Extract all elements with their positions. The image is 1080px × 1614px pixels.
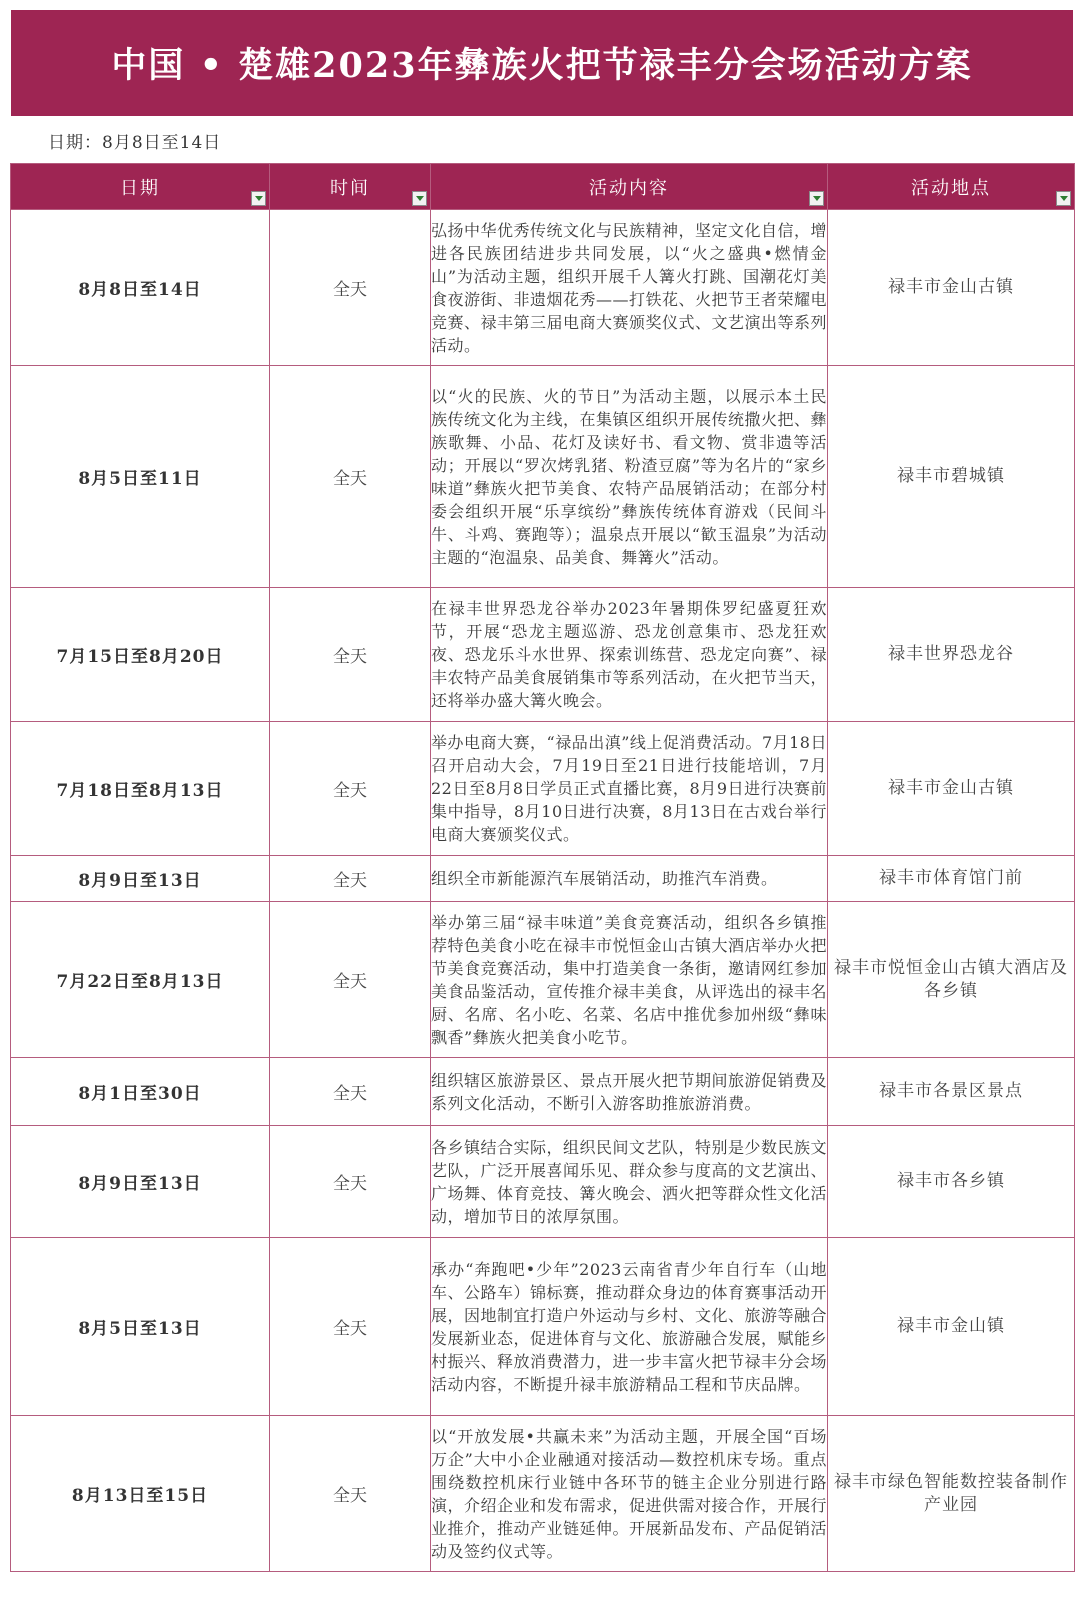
cell-content: 以“火的民族、火的节日”为活动主题，以展示本土民族传统文化为主线，在集镇区组织开展传统撒火把、彝族歌舞、小品、花灯及读好书、看文物、赏非遗等活动；开展以“罗次烤乳猪、粉渣豆腐”等为名片的“家乡味道”彝族火把节美食、农特产品展销活动；在部分村委会组织开展“乐享缤纷”彝族传统体育游戏（民间斗牛、斗鸡、赛跑等）；温泉点开展以“歓玉温泉”为活动主题的“泡温泉、品美食、舞篝火”活动。 (431, 366, 828, 588)
cell-time: 全天 (270, 366, 431, 588)
cell-time: 全天 (270, 210, 431, 366)
column-header-label: 日期 (120, 177, 160, 199)
cell-date: 7月22日至8月13日 (11, 902, 270, 1058)
cell-place: 禄丰市碧城镇 (828, 366, 1075, 588)
filter-dropdown-icon[interactable] (809, 191, 824, 206)
cell-content: 组织辖区旅游景区、景点开展火把节期间旅游促销费及系列文化活动，不断引入游客助推旅游消费。 (431, 1058, 828, 1126)
cell-content: 以“开放发展•共赢未来”为活动主题，开展全国“百场万企”大中小企业融通对接活动—数控机床专场。重点围绕数控机床行业链中各环节的链主企业分别进行路演，介绍企业和发布需求，促进供需对接合作，开展行业推介，推动产业链延伸。开展新品发布、产品促销活动及签约仪式等。 (431, 1416, 828, 1572)
column-header-label: 活动内容 (589, 177, 669, 199)
table-row (11, 1126, 1075, 1238)
cell-content: 承办“奔跑吧•少年”2023云南省青少年自行车（山地车、公路车）锦标赛，推动群众身边的体育赛事活动开展，因地制宜打造户外运动与乡村、文化、旅游等融合发展新业态，促进体育与文化、旅游融合发展，赋能乡村振兴、释放消费潜力，进一步丰富火把节禄丰分会场活动内容，不断提升禄丰旅游精品工程和节庆品牌。 (431, 1238, 828, 1416)
cell-content: 弘扬中华优秀传统文化与民族精神，坚定文化自信，增进各民族团结进步共同发展，以“火之盛典•燃情金山”为活动主题，组织开展千人篝火打跳、国潮花灯美食夜游街、非遗烟花秀——打铁花、火把节王者荣耀电竞赛、禄丰第三届电商大赛颁奖仪式、文艺演出等系列活动。 (431, 210, 828, 366)
cell-date: 8月5日至11日 (11, 366, 270, 588)
cell-place: 禄丰市悦恒金山古镇大酒店及各乡镇 (828, 902, 1075, 1058)
table-row (11, 902, 1075, 1058)
cell-time: 全天 (270, 722, 431, 856)
cell-date: 8月8日至14日 (11, 210, 270, 366)
column-header-date (11, 164, 270, 210)
filter-dropdown-icon[interactable] (251, 191, 266, 206)
cell-place: 禄丰市体育馆门前 (828, 856, 1075, 902)
cell-date: 8月9日至13日 (11, 1126, 270, 1238)
column-header-place (828, 164, 1075, 210)
cell-time: 全天 (270, 1058, 431, 1126)
date-range: 日期：8月8日至14日 (48, 133, 222, 153)
cell-place: 禄丰市各景区景点 (828, 1058, 1075, 1126)
cell-time: 全天 (270, 902, 431, 1058)
table-row (11, 588, 1075, 722)
cell-place: 禄丰市金山古镇 (828, 210, 1075, 366)
table-row (11, 1238, 1075, 1416)
column-header-label: 活动地点 (911, 177, 991, 199)
activity-table (10, 163, 1075, 1572)
table-row (11, 856, 1075, 902)
cell-place: 禄丰世界恐龙谷 (828, 588, 1075, 722)
cell-time: 全天 (270, 1238, 431, 1416)
cell-date: 8月5日至13日 (11, 1238, 270, 1416)
cell-time: 全天 (270, 588, 431, 722)
table-row (11, 366, 1075, 588)
title-banner (11, 10, 1073, 116)
cell-content: 在禄丰世界恐龙谷举办2023年暑期侏罗纪盛夏狂欢节，开展“恐龙主题巡游、恐龙创意集市、恐龙狂欢夜、恐龙乐斗水世界、探索训练营、恐龙定向赛”、禄丰农特产品美食展销集市等系列活动，在火把节当天，还将举办盛大篝火晚会。 (431, 588, 828, 722)
column-header-content (431, 164, 828, 210)
cell-date: 8月13日至15日 (11, 1416, 270, 1572)
table-row (11, 1416, 1075, 1572)
cell-content: 举办电商大赛，“禄品出滇”线上促消费活动。7月18日召开启动大会，7月19日至21日进行技能培训，7月22日至8月8日学员正式直播比赛，8月9日进行决赛前集中指导，8月10日进行决赛，8月13日在古戏台举行电商大赛颁奖仪式。 (431, 722, 828, 856)
filter-dropdown-icon[interactable] (1056, 191, 1071, 206)
cell-place: 禄丰市金山镇 (828, 1238, 1075, 1416)
column-header-label: 时间 (330, 177, 370, 199)
cell-place: 禄丰市金山古镇 (828, 722, 1075, 856)
cell-place: 禄丰市绿色智能数控装备制作产业园 (828, 1416, 1075, 1572)
filter-dropdown-icon[interactable] (412, 191, 427, 206)
cell-time: 全天 (270, 856, 431, 902)
cell-content: 举办第三届“禄丰味道”美食竞赛活动，组织各乡镇推荐特色美食小吃在禄丰市悦恒金山古镇大酒店举办火把节美食竞赛活动，集中打造美食一条街，邀请网红参加美食品鉴活动，宣传推介禄丰美食，从评选出的禄丰名厨、名席、名小吃、名菜、名店中推优参加州级“彝味飘香”彝族火把美食小吃节。 (431, 902, 828, 1058)
cell-content: 组织全市新能源汽车展销活动，助推汽车消费。 (431, 856, 828, 902)
cell-time: 全天 (270, 1416, 431, 1572)
cell-date: 7月15日至8月20日 (11, 588, 270, 722)
cell-date: 8月9日至13日 (11, 856, 270, 902)
column-header-time (270, 164, 431, 210)
table-header-row (11, 164, 1075, 210)
table-row (11, 210, 1075, 366)
cell-place: 禄丰市各乡镇 (828, 1126, 1075, 1238)
table-row (11, 1058, 1075, 1126)
table-row (11, 722, 1075, 856)
cell-date: 7月18日至8月13日 (11, 722, 270, 856)
cell-date: 8月1日至30日 (11, 1058, 270, 1126)
page-title: 中国 • 楚雄2023年彝族火把节禄丰分会场活动方案 (111, 45, 973, 86)
cell-content: 各乡镇结合实际，组织民间文艺队，特别是少数民族文艺队，广泛开展喜闻乐见、群众参与度高的文艺演出、广场舞、体育竞技、篝火晚会、洒火把等群众性文化活动，增加节日的浓厚氛围。 (431, 1126, 828, 1238)
cell-time: 全天 (270, 1126, 431, 1238)
